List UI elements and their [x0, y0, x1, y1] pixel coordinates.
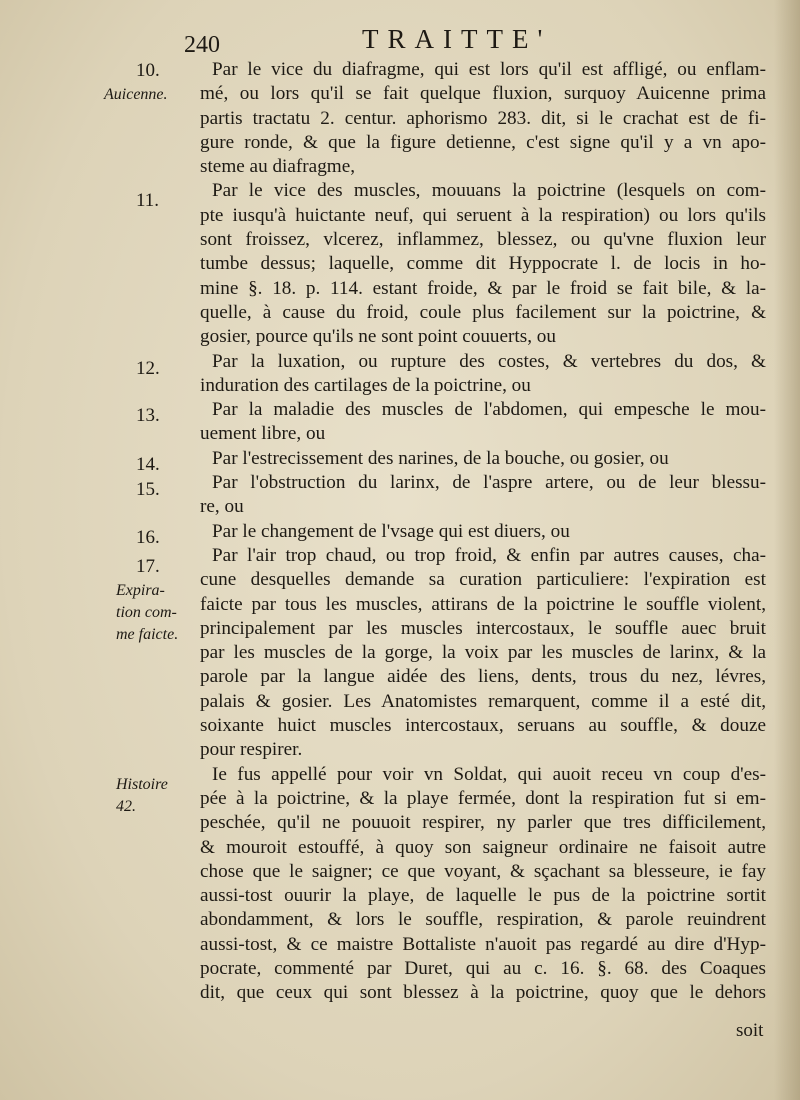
text-line: peschée, qu'il ne pouuoit respirer, ny parler que tres difficilement, — [200, 812, 766, 834]
text-line: & mouroit estouffé, à quoy son saigneur ordinaire ne faisoit autre — [200, 836, 766, 858]
margin-note-histoire-2: 42. — [116, 798, 136, 815]
text-line: pocrate, commenté par Duret, qui au c. 16. §. 68. des Coaques — [200, 957, 766, 979]
text-line: partis tractatu 2. centur. aphorismo 283. dit, si le crachat est de fi- — [200, 107, 766, 129]
text-line: abondamment, & lors le souffle, respiration, & parole reuindrent — [200, 909, 766, 931]
main-text-block — [200, 58, 766, 1006]
text-line: Par l'air trop chaud, ou trop froid, & enfin par autres causes, cha- — [212, 544, 766, 566]
text-line: parole par la langue aidée des liens, dents, trous du nez, lévres, — [200, 666, 766, 688]
left-margin — [0, 0, 200, 1100]
margin-number-10: 10. — [136, 60, 160, 81]
text-line: pte iusqu'à huictante neuf, qui seruent à la respiration) ou lors qu'ils — [200, 204, 766, 226]
text-line: Par la maladie des muscles de l'abdomen, qui empesche le mou- — [212, 399, 766, 421]
margin-note-avicenne: Auicenne. — [104, 86, 168, 103]
text-line: principalement par les muscles intercostaux, le souffle auec bruit — [200, 617, 766, 639]
page-edge-shadow — [774, 0, 800, 1100]
margin-note-expiration-1: Expira- — [116, 582, 165, 599]
text-line: Par l'estrecissement des narines, de la bouche, ou gosier, ou — [212, 447, 669, 469]
text-line: uement libre, ou — [200, 423, 326, 445]
text-line: gosier, pource qu'ils ne sont point couuerts, ou — [200, 326, 556, 348]
text-line: sont froissez, vlcerez, inflammez, blessez, ou qu'vne fluxion leur — [200, 229, 766, 251]
text-line: gure ronde, & que la figure detienne, c'est signe qu'il y a vn apo- — [200, 131, 766, 153]
margin-number-13: 13. — [136, 405, 160, 426]
catchword: soit — [736, 1020, 764, 1041]
margin-number-17: 17. — [136, 556, 160, 577]
text-line: pour respirer. — [200, 739, 303, 761]
margin-number-12: 12. — [136, 358, 160, 379]
text-line: palais & gosier. Les Anatomistes remarquent, comme il a esté dit, — [200, 690, 766, 712]
text-line: aussi-tost ouurir la playe, de laquelle le pus de la poictrine sortit — [200, 885, 766, 907]
running-title: TRAITTE' — [362, 24, 552, 54]
text-line: steme au diafragme, — [200, 156, 356, 178]
text-line: Par l'obstruction du larinx, de l'aspre artere, ou de leur blessu- — [212, 472, 766, 494]
text-line: dit, que ceux qui sont blessez à la poictrine, quoy que le dehors — [200, 982, 766, 1004]
text-line: Par la luxation, ou rupture des costes, & vertebres du dos, & — [212, 350, 766, 372]
text-line: Par le vice des muscles, mouuans la poictrine (lesquels on com- — [212, 180, 766, 202]
text-line: induration des cartilages de la poictrine, ou — [200, 374, 531, 396]
text-line: tumbe dessus; laquelle, comme dit Hyppocrate l. de locis in ho- — [200, 253, 766, 275]
margin-note-expiration-3: me faicte. — [116, 626, 179, 643]
margin-number-15: 15. — [136, 479, 160, 500]
margin-note-histoire-1: Histoire — [116, 776, 168, 793]
text-line: chose que le saigner; ce que voyant, & sçachant sa blesseure, ie fay — [200, 860, 766, 882]
text-line: quelle, à cause du froid, coule plus facilement sur la poictrine, & — [200, 301, 766, 323]
text-line: pée à la poictrine, & la playe fermée, dont la respiration fut si em- — [200, 787, 766, 809]
margin-note-expiration-2: tion com- — [116, 604, 177, 621]
margin-number-16: 16. — [136, 527, 160, 548]
margin-number-11: 11. — [136, 190, 160, 211]
text-line: aussi-tost, & ce maistre Bottaliste n'auoit pas regardé au dire d'Hyp- — [200, 933, 766, 955]
text-line: faicte par tous les muscles, attirans de la poictrine le souffle violent, — [200, 593, 766, 615]
text-line: par les muscles de la gorge, la voix par les muscles de larinx, & la — [200, 642, 766, 664]
margin-number-14: 14. — [136, 454, 160, 475]
text-line: re, ou — [200, 496, 244, 518]
text-line: Ie fus appellé pour voir vn Soldat, qui auoit receu vn coup d'es- — [212, 763, 766, 785]
text-line: cune desquelles demande sa curation particuliere: l'expiration est — [200, 569, 766, 591]
text-line: Par le changement de l'vsage qui est diuers, ou — [212, 520, 570, 542]
text-line: mé, ou lors qu'il se fait quelque fluxion, surquoy Auicenne prima — [200, 83, 766, 105]
text-line: mine §. 18. p. 114. estant froide, & par le froid se fait bile, & la- — [200, 277, 766, 299]
page-number: 240 — [184, 32, 220, 58]
text-line: Par le vice du diafragme, qui est lors qu'il est affligé, ou enflam- — [212, 59, 766, 80]
text-line: soixante huict muscles intercostaux, seruans au souffle, & douze — [200, 715, 766, 737]
